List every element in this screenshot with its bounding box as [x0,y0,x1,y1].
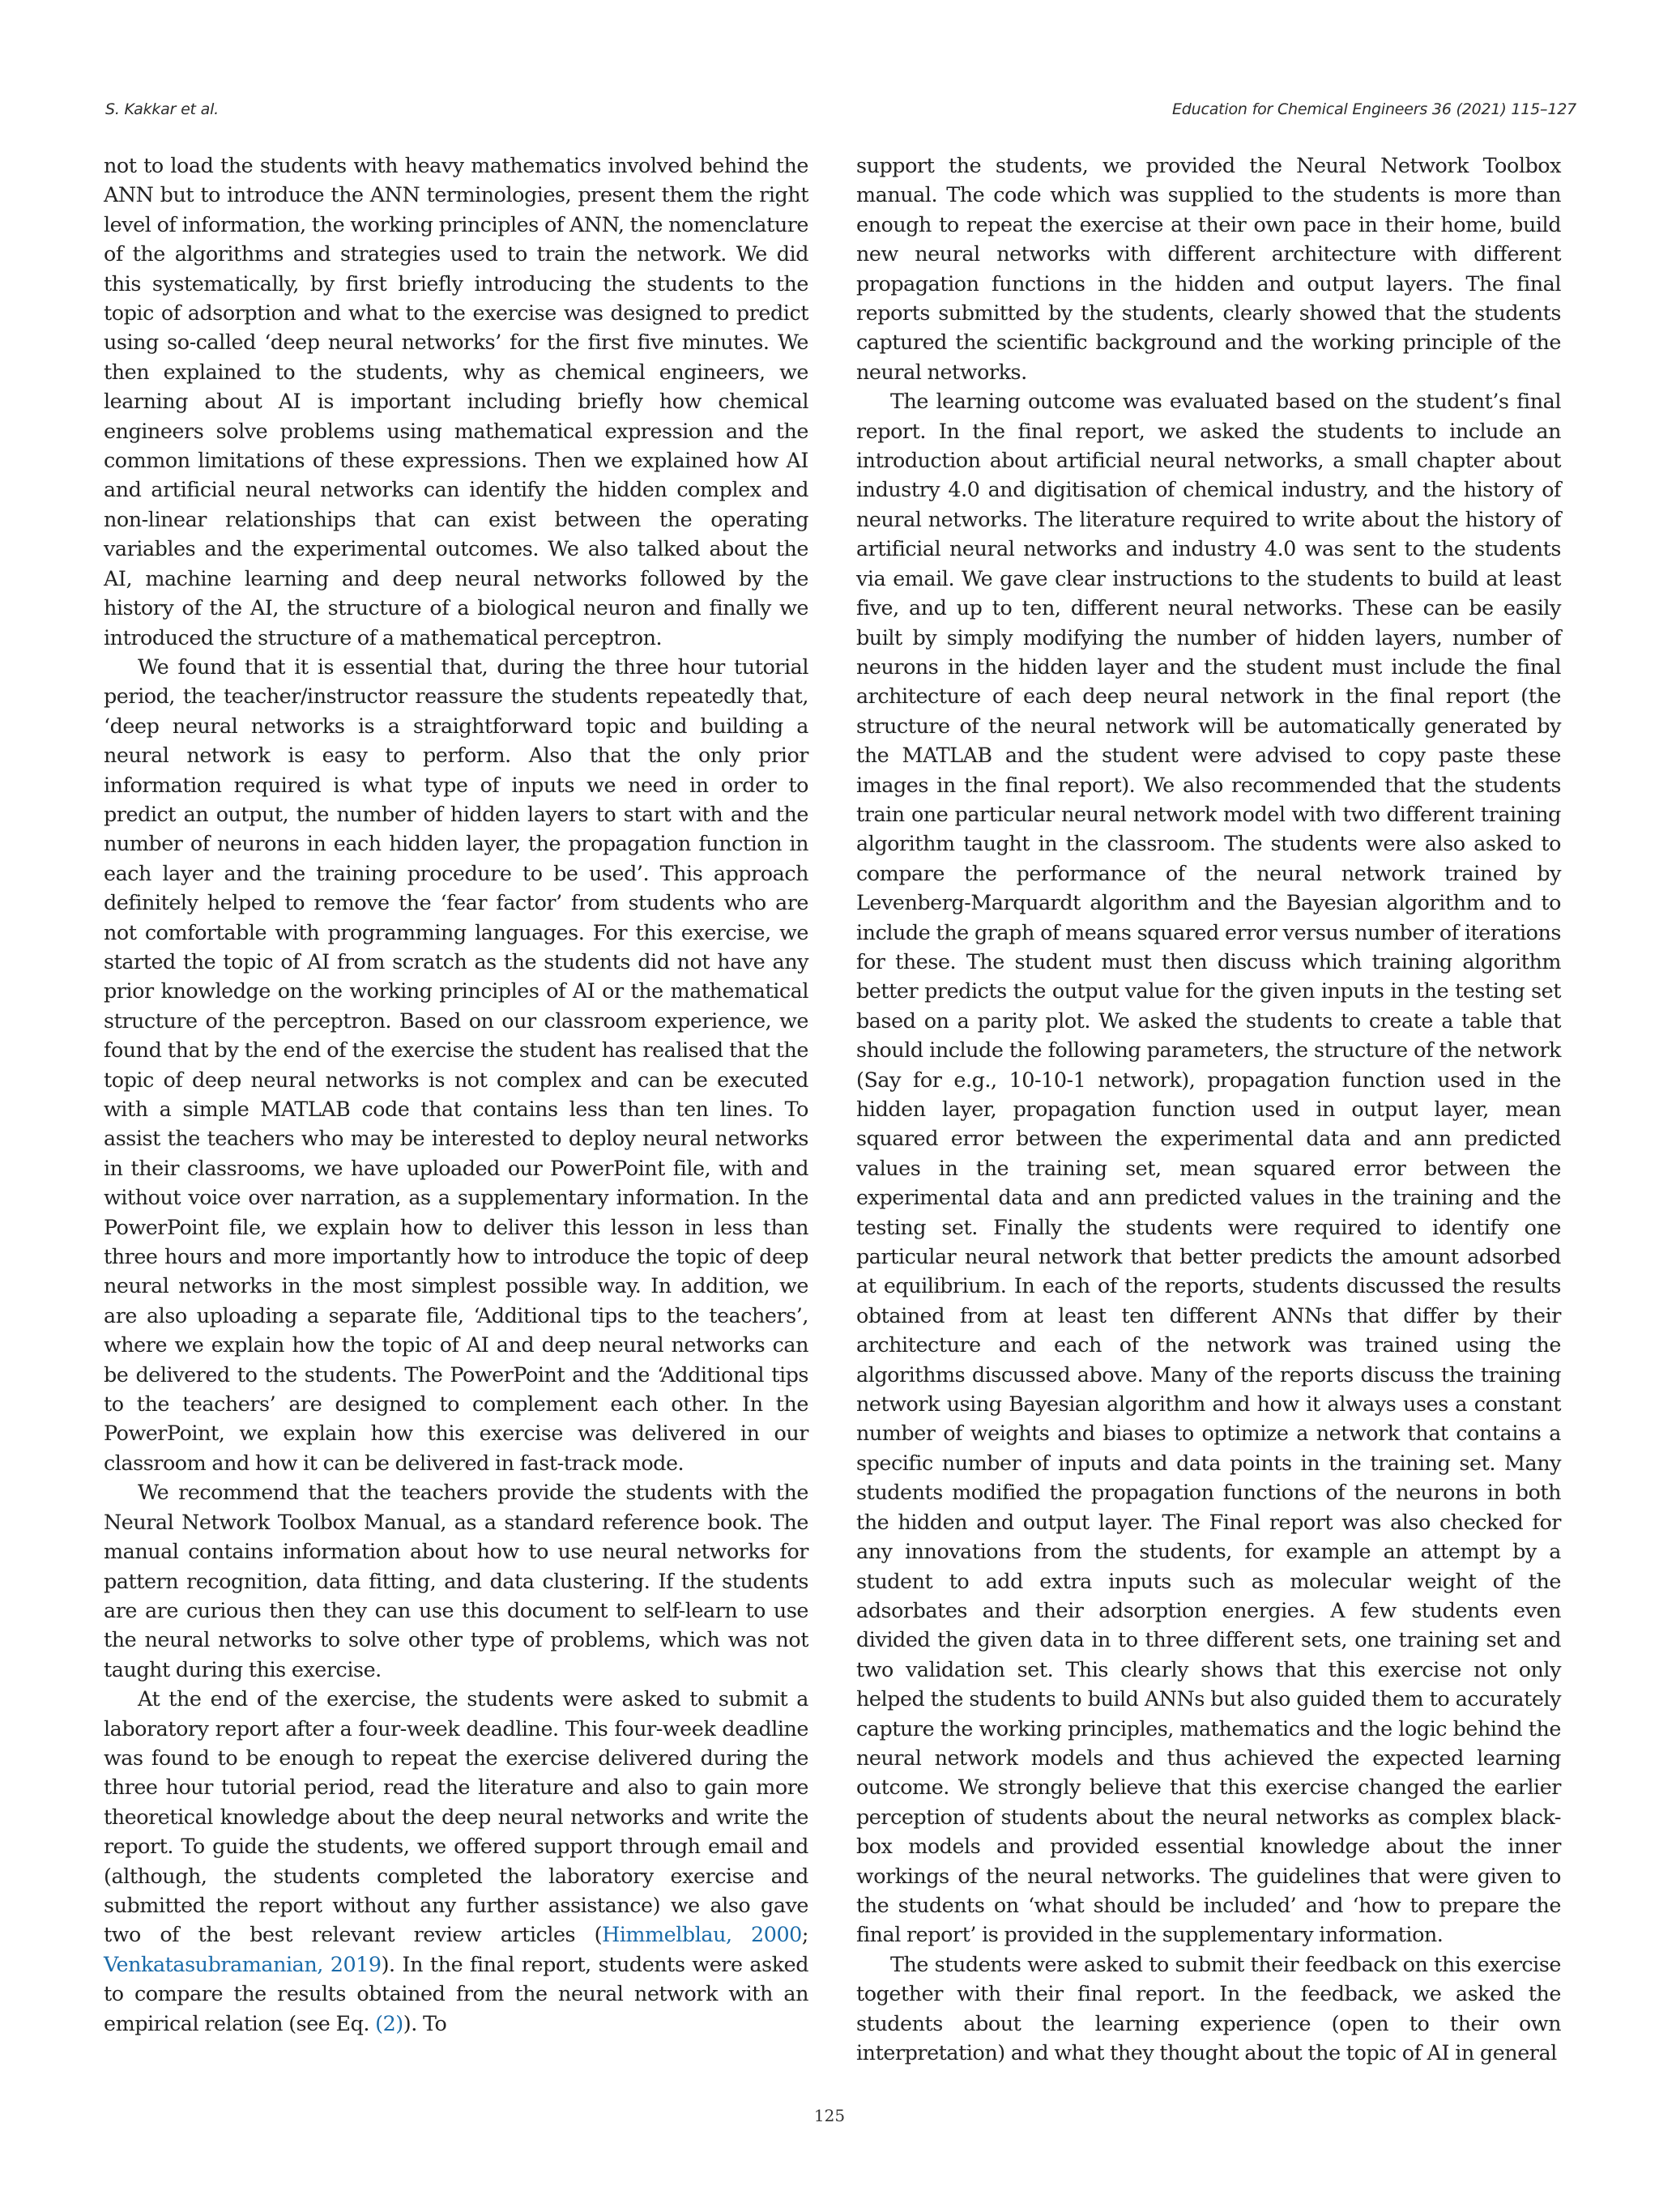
citation-link-venkatasubramanian[interactable]: Venkatasubramanian, 2019 [104,1951,382,1976]
citation-separator: ; [801,1922,808,1947]
right-paragraph-3: The students were asked to submit their feedback on this exercise together with their final report. In the feedback, we asked the students about the learning experience (open to their own interpretation) and what they thought about the topic of AI in general [856,1951,1561,2065]
left-paragraph-1: not to load the students with heavy mathematics involved behind the ANN but to introduce the ANN terminologies, present them the right level of information, the working principles of ANN, the nomenclature of the algorithms and strategies used to train the network. We did this systematically, by first briefly introducing the students to the topic of adsorption and what to the exercise was designed to predict using so-called ‘deep neural networks’ for the first five minutes. We then explained to the students, why as chemical engineers, we learning about AI is important including briefly how chemical engineers solve problems using mathematical expression and the common limitations of these expressions. Then we explained how AI and artificial neural networks can identify the hidden complex and non-linear relationships that can exist between the operating variables and the experimental outcomes. We also talked about the AI, machine learning and deep neural networks followed by the history of the AI, the structure of a biological neuron and finally we introduced the structure of a mathematical perceptron. [104,153,808,650]
left-column [104,151,808,2038]
citation-link-himmelblau[interactable]: Himmelblau, 2000 [602,1922,802,1947]
left-paragraph-4 [104,1684,808,2038]
left-paragraph-2: We found that it is essential that, during the three hour tutorial period, the teacher/instructor reassure the students repeatedly that, ‘deep neural networks is a straightforward topic and building a neural network is easy to perform. Also that the only prior information required is what type of inputs we need in order to predict an output, the number of hidden layers to start with and the number of neurons in each hidden layer, the propagation function in each layer and the training procedure to be used’. This approach definitely helped to remove the ‘fear factor’ from students who are not comfortable with programming languages. For this exercise, we started the topic of AI from scratch as the students did not have any prior knowledge on the working principles of AI or the mathematical structure of the perceptron. Based on our classroom experience, we found that by the end of the exercise the student has realised that the topic of deep neural networks is not complex and can be executed with a simple MATLAB code that contains less than ten lines. To assist the teachers who may be interested to deploy neural networks in their classrooms, we have uploaded our PowerPoint file, with and without voice over narration, as a supplementary information. In the PowerPoint file, we explain how to deliver this lesson in less than three hours and more importantly how to introduce the topic of deep neural networks in the most simplest possible way. In addition, we are also uploading a separate file, ‘Additional tips to the teachers’, where we explain how the topic of AI and deep neural networks can be delivered to the students. The PowerPoint and the ‘Additional tips to the teachers’ are designed to complement each other. In the PowerPoint, we explain how this exercise was delivered in our classroom and how it can be delivered in fast-track mode. [104,654,808,1475]
paragraph-text: ). To [403,2010,447,2035]
page-number: 125 [813,2106,846,2125]
running-head-journal: Education for Chemical Engineers 36 (2021) 115–127 [1171,100,1576,118]
left-paragraph-3: We recommend that the teachers provide the students with the Neural Network Toolbox Manual, as a standard reference book. The manual contains information about how to use neural networks for pattern recognition, data fitting, and data clustering. If the students are are curious then they can use this document to self-learn to use the neural networks to solve other type of problems, which was not taught during this exercise. [104,1480,808,1681]
running-head-authors: S. Kakkar et al. [105,100,220,118]
equation-link-2[interactable]: (2) [375,2010,403,2035]
paragraph-text: At the end of the exercise, the students were asked to submit a laboratory report after a four-week deadline. This four-week deadline was found to be enough to repeat the exercise delivered during the three hour tutorial period, read the literature and also to gain more theoretical knowledge about the deep neural networks and write the report. To guide the students, we offered support through email and (although, the students completed the laboratory exercise and submitted the report without any further assistance) we also gave two of the best relevant review articles ( [104,1686,808,1947]
right-paragraph-1: support the students, we provided the Neural Network Toolbox manual. The code which was supplied to the students is more than enough to repeat the exercise at their own pace in their home, build new neural networks with different architecture with different propagation functions in the hidden and output layers. The final reports submitted by the students, clearly showed that the students captured the scientific background and the working principle of the neural networks. [856,153,1561,384]
right-column [856,151,1561,2067]
paragraph-text: ). In the final report, students were asked to compare the results obtained from the neural network with an empirical relation (see Eq. [104,1951,809,2035]
right-paragraph-2: The learning outcome was evaluated based on the student’s final report. In the final report, we asked the students to include an introduction about artificial neural networks, a small chapter about industry 4.0 and digitisation of chemical industry, and the history of neural networks. The literature required to write about the history of artificial neural networks and industry 4.0 was sent to the students via email. We gave clear instructions to the students to build at least five, and up to ten, different neural networks. These can be easily built by simply modifying the number of hidden layers, number of neurons in the hidden layer and the student must include the final architecture of each deep neural network in the final report (the structure of the neural network will be automatically generated by the MATLAB and the student were advised to copy paste these images in the final report). We also recommended that the students train one particular neural network model with two different training algorithm taught in the classroom. The students were also asked to compare the performance of the neural network trained by Levenberg-Marquardt algorithm and the Bayesian algorithm and to include the graph of means squared error versus number of iterations for these. The student must then discuss which training algorithm better predicts the output value for the given inputs in the testing set based on a parity plot. We asked the students to create a table that should include the following parameters, the structure of the network (Say for e.g., 10-10-1 network), propagation function used in the hidden layer, propagation function used in output layer, mean squared error between the experimental data and ann predicted values in the training set, mean squared error between the experimental data and ann predicted values in the training and the testing set. Finally the students were required to identify one particular neural network that better predicts the amount adsorbed at equilibrium. In each of the reports, students discussed the results obtained from at least ten different ANNs that differ by their architecture and each of the network was trained using the algorithms discussed above. Many of the reports discuss the training network using Bayesian algorithm and how it always uses a constant number of weights and biases to optimize a network that contains a specific number of inputs and data points in the training set. Many students modified the propagation functions of the neurons in both the hidden and output layer. The Final report was also checked for any innovations from the students, for example an attempt by a student to add extra inputs such as molecular weight of the adsorbates and their adsorption energies. A few students even divided the given data in to three different sets, one training set and two validation set. This clearly shows that this exercise not only helped the students to build ANNs but also guided them to accurately capture the working principles, mathematics and the logic behind the neural network models and thus achieved the expected learning outcome. We strongly believe that this exercise changed the earlier perception of students about the neural networks as complex black-box models and provided essential knowledge about the inner workings of the neural networks. The guidelines that were given to the students on ‘what should be included’ and ‘how to prepare the final report’ is provided in the supplementary information. [856,389,1561,1947]
